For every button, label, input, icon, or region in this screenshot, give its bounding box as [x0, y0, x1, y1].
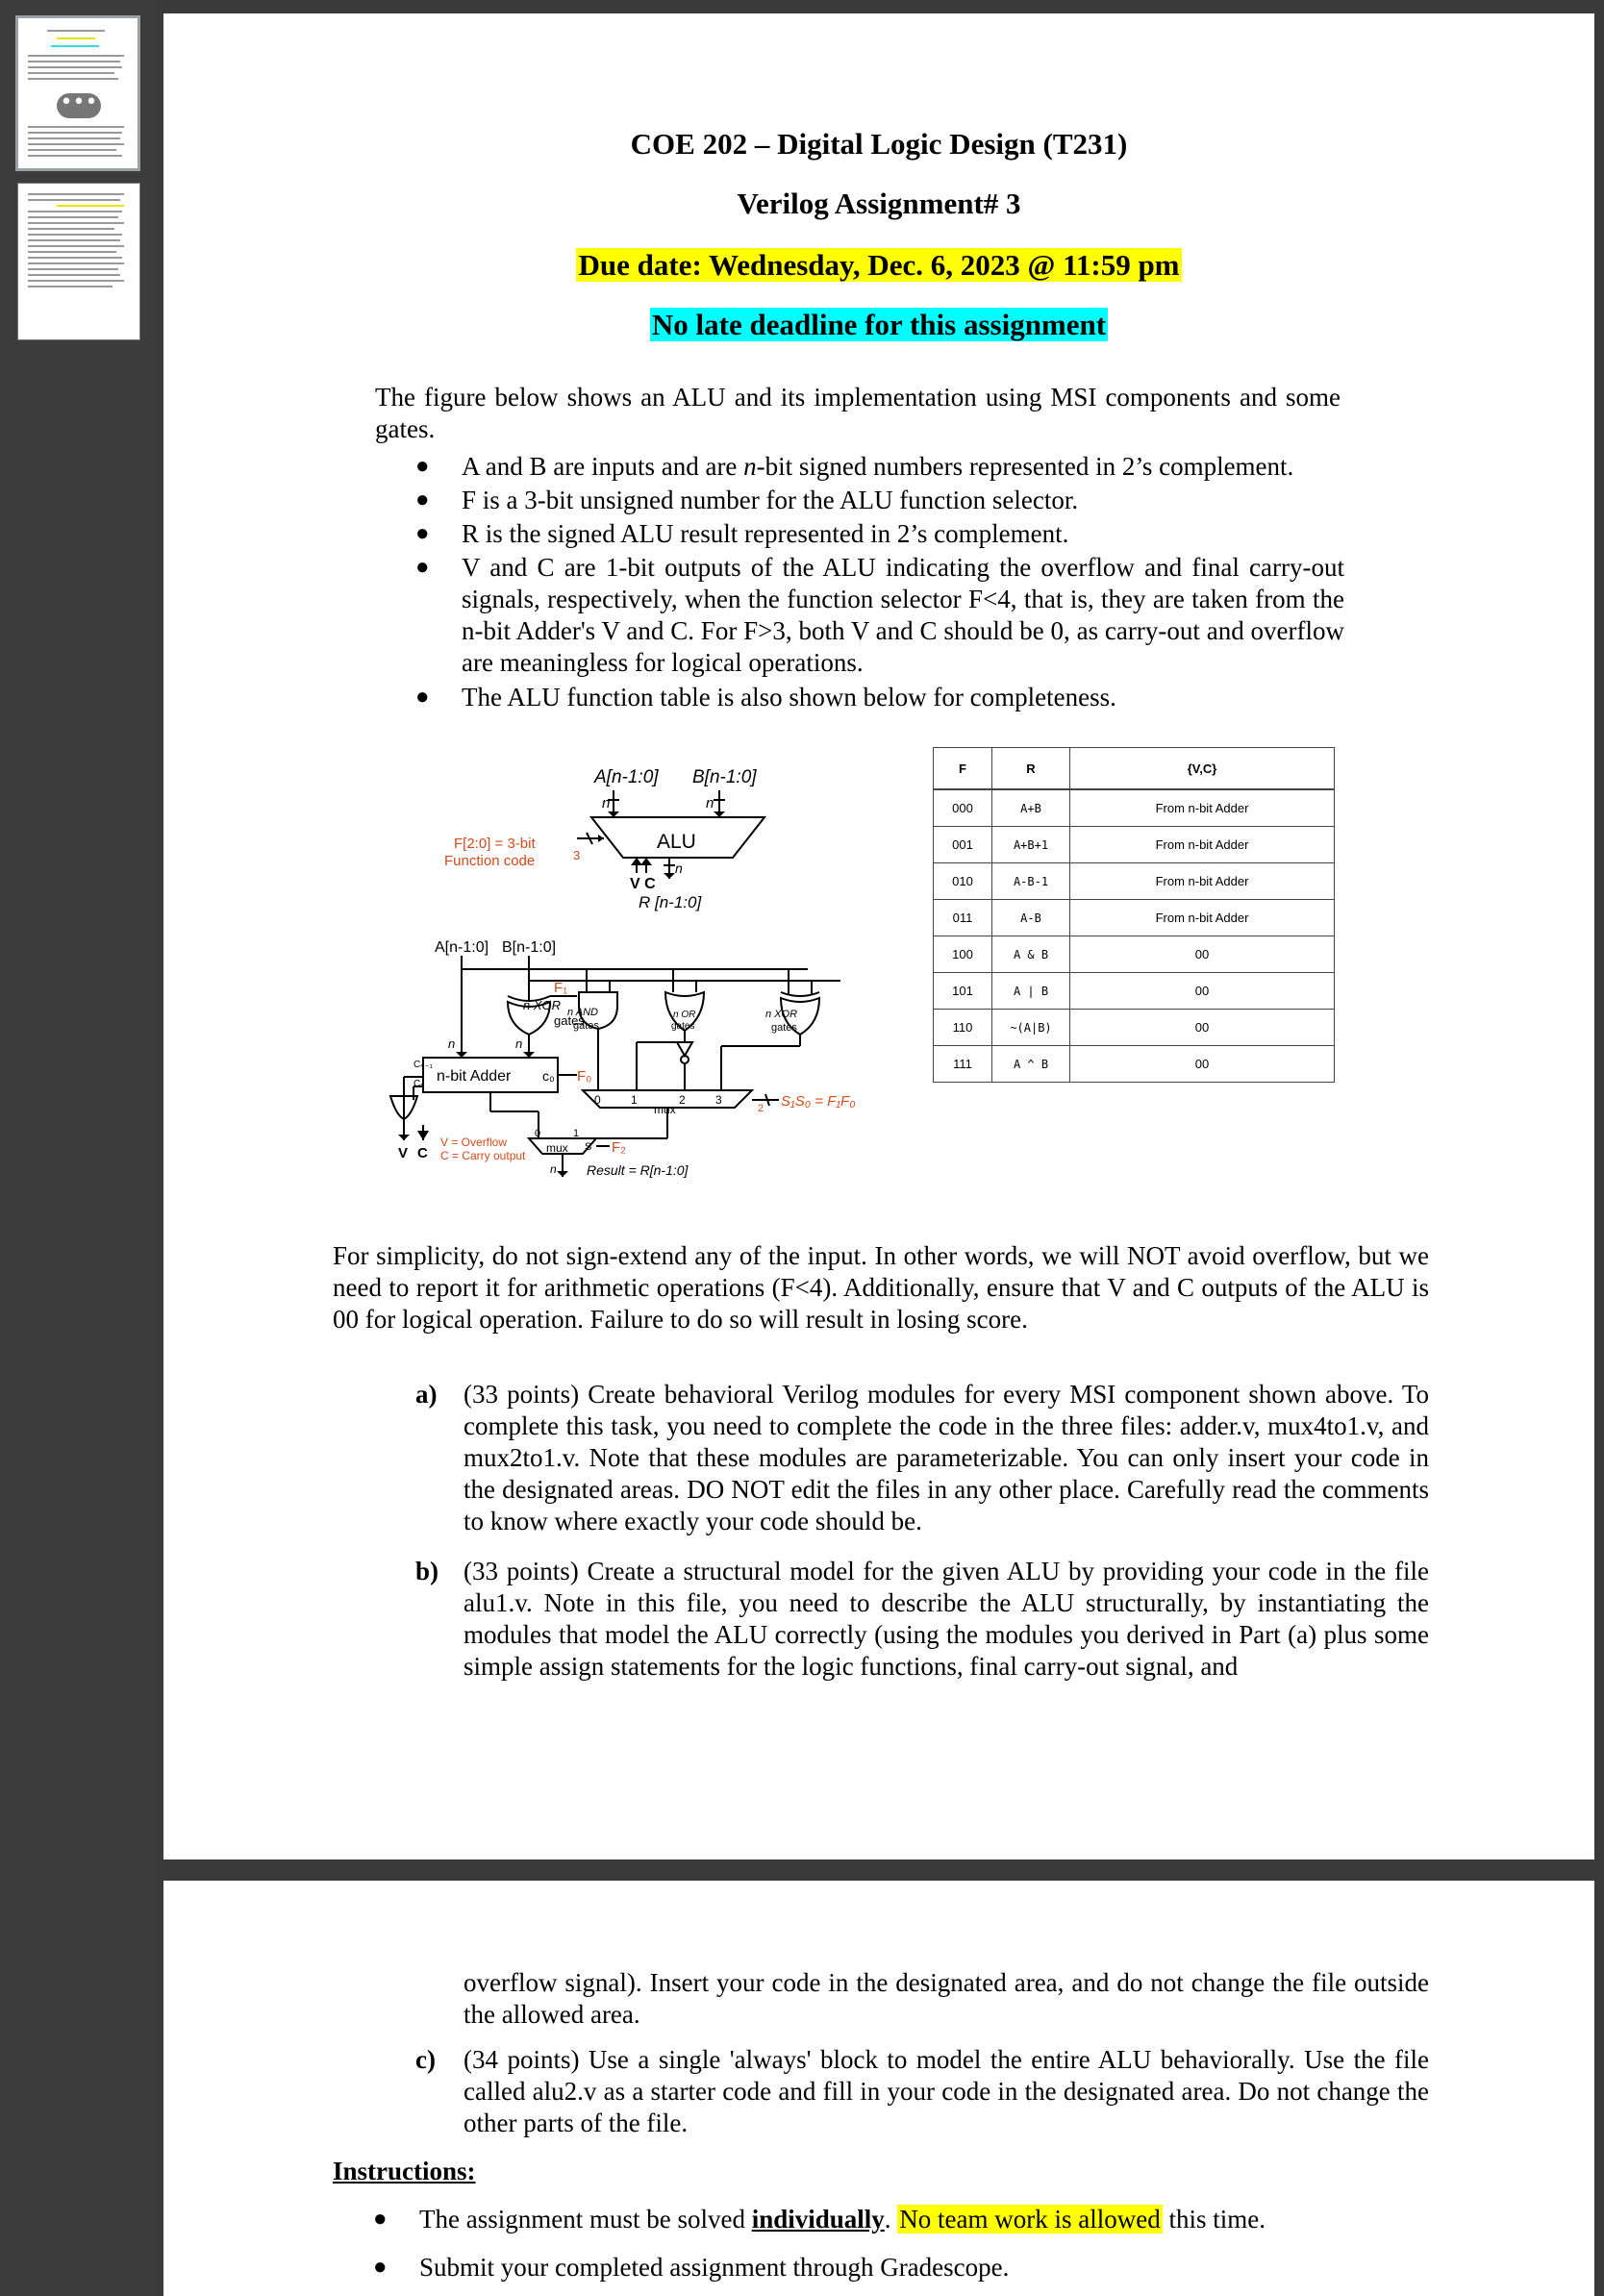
part-c-text: (34 points) Use a single 'always' block to model the entire ALU behaviorally. Use the file called alu2.v as a starter code and fill in your code in the designated area. Do not change the other parts of the file. — [464, 2045, 1429, 2137]
instruction-1-mid: . — [884, 2205, 898, 2234]
instruction-1-post: this time. — [1162, 2205, 1266, 2234]
mux-in-1: 1 — [631, 1093, 638, 1107]
table-row — [934, 790, 1334, 827]
alu-n-a: n — [602, 795, 611, 811]
bullet-dot: ● — [373, 2255, 388, 2280]
thumbnail-sidebar — [0, 0, 156, 2296]
adder-cn: Cₙ — [414, 1079, 425, 1089]
table-cell: A & B — [992, 936, 1070, 972]
document-page-2 — [163, 1881, 1594, 2296]
mux-sel-width: 2 — [758, 1103, 764, 1114]
table-cell: 00 — [1194, 947, 1210, 961]
table-cell: A+B+1 — [992, 827, 1070, 862]
more-icon: ••• — [57, 93, 101, 118]
instructions-heading-text: Instructions: — [333, 2157, 476, 2185]
result-label: Result = R[n-1:0] — [587, 1162, 689, 1178]
table-header-row — [934, 748, 1334, 790]
table-cell: A | B — [992, 973, 1070, 1009]
mux-in-2: 2 — [679, 1093, 686, 1107]
bullet-dot: ● — [415, 555, 430, 580]
adder-c0: c₀ — [542, 1068, 555, 1084]
table-cell: 010 — [934, 863, 992, 899]
document-page-1 — [163, 13, 1594, 1859]
mux-in-3: 3 — [715, 1093, 722, 1107]
doc-title: COE 202 – Digital Logic Design (T231) — [630, 127, 1128, 161]
alu-result-out: R [n-1:0] — [639, 893, 702, 911]
f-width: 3 — [573, 848, 581, 862]
mux-sel-label: S₁S₀ = F₁F₀ — [781, 1093, 856, 1110]
alu-n-r: n — [675, 861, 683, 876]
xor1-label-1: n XOR — [523, 998, 562, 1012]
late-note — [163, 308, 1594, 342]
instruction-2-text: Submit your completed assignment through Gradescope. — [419, 2253, 1010, 2282]
part-b-text: (33 points) Create a structural model for the given ALU by providing your code in the file alu1.v. Note in this file, you need to describe the ALU structurally, by instantiating the modules that model the ALU correctly (using the modules you derived in Part (a) plus some simple assign statements for the logic functions, final carry-out signal, and — [464, 1557, 1429, 1681]
bullet-3-text: R is the signed ALU result represented in 2’s complement. — [462, 519, 1069, 548]
adder-cn1: Cₙ₋₁ — [414, 1060, 433, 1070]
result-n: n — [550, 1162, 557, 1176]
table-cell: From n-bit Adder — [1155, 911, 1249, 925]
alu-label: ALU — [657, 831, 696, 853]
table-row — [934, 827, 1334, 863]
table-cell: A-B-1 — [992, 863, 1070, 899]
mux2-in-0: 0 — [535, 1128, 541, 1139]
table-cell: From n-bit Adder — [1155, 837, 1249, 852]
table-cell: 011 — [934, 900, 992, 936]
instruction-1-bold: individually — [751, 2205, 885, 2234]
table-cell: 110 — [934, 1010, 992, 1045]
table-row — [934, 1010, 1334, 1046]
doc-subtitle: Verilog Assignment# 3 — [737, 187, 1021, 220]
bullet-4-text: V and C are 1-bit outputs of the ALU indicating the overflow and final carry-out signals, respectively, when the function selector F<4, that is, they are taken from the n-bit Adder's V and C. For F>3, both V and C should be 0, as carry-out and overflow are meaningless for logical operations. — [462, 553, 1344, 677]
overflow-label: V = Overflow — [440, 1136, 508, 1149]
v-output: V — [398, 1145, 409, 1161]
impl-input-a: A[n-1:0] — [435, 939, 489, 956]
part-b-continued: overflow signal). Insert your code in the designated area, and do not change the file outside the allowed area. — [464, 1968, 1429, 2029]
adder-label: n-bit Adder — [437, 1068, 512, 1085]
part-a-text: (33 points) Create behavioral Verilog modules for every MSI component shown above. To complete this task, you need to complete the code in the three files: adder.v, mux4to1.v, and mux2to1.v. Note that these modules are parameterizable. You can only insert your code in the designated areas. DO NOT edit the files in any other place. Carefully read the comments to know where exactly your code should be. — [464, 1380, 1429, 1535]
mux2-label: mux — [546, 1141, 568, 1155]
table-header-cell: R — [992, 748, 1070, 788]
bullet-1-em: n — [743, 452, 757, 481]
table-cell: 001 — [934, 827, 992, 862]
table-cell: 00 — [1194, 1020, 1210, 1035]
bullet-5-text: The ALU function table is also shown below for completeness. — [462, 683, 1116, 711]
mux2-in-1: 1 — [573, 1128, 580, 1139]
alu-function-table — [933, 747, 1335, 1083]
inverter — [677, 1042, 692, 1056]
table-row — [934, 900, 1334, 936]
table-cell: 00 — [1194, 984, 1210, 998]
table-header-cell: F — [934, 748, 992, 788]
table-cell: 000 — [934, 790, 992, 826]
table-cell: 00 — [1194, 1057, 1210, 1071]
f-code-label-2: Function code — [444, 853, 536, 869]
bullet-dot: ● — [415, 521, 430, 546]
table-header-cell: {V,C} — [1187, 761, 1217, 776]
and-label-2: gates — [573, 1020, 599, 1032]
bullet-dot: ● — [415, 685, 430, 710]
carry-label: C = Carry output — [440, 1149, 526, 1162]
table-row — [934, 973, 1334, 1010]
or-label-2: gates — [671, 1021, 695, 1032]
adder-f0: F₀ — [577, 1068, 592, 1085]
table-cell: 101 — [934, 973, 992, 1009]
and-label-1: n AND — [567, 1007, 598, 1018]
table-cell: 111 — [934, 1046, 992, 1082]
alu-input-b: B[n-1:0] — [692, 767, 757, 787]
part-a-label: a) — [415, 1380, 438, 1409]
impl-input-b: B[n-1:0] — [502, 939, 557, 956]
table-cell: From n-bit Adder — [1155, 874, 1249, 888]
c-output: C — [417, 1145, 428, 1161]
late-note-text: No late deadline for this assignment — [651, 308, 1107, 341]
table-row — [934, 863, 1334, 900]
alu-n-b: n — [706, 795, 714, 811]
table-cell: 100 — [934, 936, 992, 972]
alu-input-a: A[n-1:0] — [594, 767, 659, 787]
bullet-dot: ● — [415, 487, 430, 512]
table-row — [934, 1046, 1334, 1082]
xor2-label-1: n XOR — [765, 1009, 798, 1020]
mux2-sel: S — [585, 1141, 592, 1153]
table-cell: From n-bit Adder — [1155, 801, 1249, 815]
bullet-dot: ● — [373, 2207, 388, 2232]
intro-paragraph: The figure below shows an ALU and its implementation using MSI components and some gates. — [375, 383, 1341, 443]
page-thumbnail-2[interactable] — [17, 183, 140, 340]
table-cell: ~(A|B) — [992, 1010, 1070, 1045]
due-date-text: Due date: Wednesday, Dec. 6, 2023 @ 11:59 pm — [578, 248, 1180, 282]
table-cell: A+B — [992, 790, 1070, 826]
instructions-heading — [333, 2156, 476, 2187]
adder-n-a: n — [448, 1036, 456, 1051]
xor2-label-2: gates — [771, 1022, 797, 1034]
part-b-label: b) — [415, 1557, 439, 1585]
page-thumbnail-1[interactable] — [15, 15, 140, 171]
part-c-label: c) — [415, 2045, 436, 2074]
instruction-1-highlight: No team work is allowed — [899, 2205, 1161, 2234]
xor1-label-2: gates — [554, 1013, 585, 1028]
table-row — [934, 936, 1334, 973]
bullet-2-text: F is a 3-bit unsigned number for the ALU function selector. — [462, 486, 1079, 514]
bullet-1-pre: A and B are inputs and are — [462, 452, 744, 481]
mux-in-0: 0 — [594, 1093, 601, 1107]
bullet-1-post: -bit signed numbers represented in 2’s complement. — [756, 452, 1294, 481]
table-cell: A-B — [992, 900, 1070, 936]
due-date — [163, 248, 1594, 283]
or-label-1: n OR — [673, 1010, 696, 1020]
simplicity-paragraph: For simplicity, do not sign-extend any of the input. In other words, we will NOT avoid overflow, but we need to report it for arithmetic operations (F<4). Additionally, ensure that V and C outputs of the ALU is 00 for logical operation. Failure to do so will result in losing score. — [333, 1241, 1429, 1334]
mux4-label: mux — [654, 1103, 676, 1116]
mux2-f2: F₂ — [612, 1139, 626, 1156]
xor-f1-label: F₁ — [554, 980, 568, 996]
table-cell: A ^ B — [992, 1046, 1070, 1082]
instruction-1-pre: The assignment must be solved — [419, 2205, 752, 2234]
adder-n-b: n — [515, 1036, 523, 1051]
f-code-label-1: F[2:0] = 3-bit — [454, 836, 536, 852]
alu-vc-out: V C — [630, 876, 656, 892]
bullet-dot: ● — [415, 454, 430, 479]
